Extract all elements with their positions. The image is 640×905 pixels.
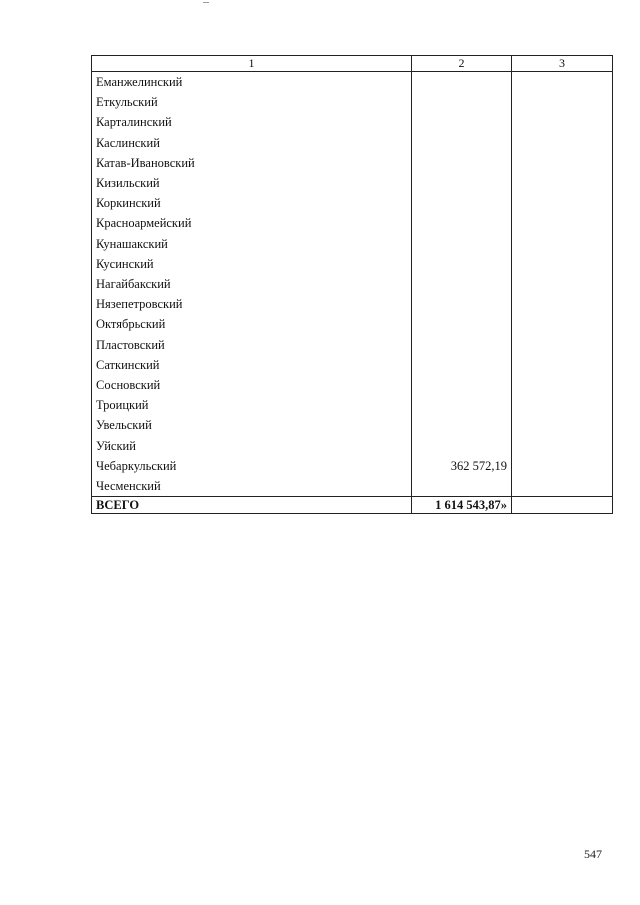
district-name-cell: Кусинский (92, 254, 412, 274)
district-name-cell: Чебаркульский (92, 456, 412, 476)
district-value-cell (412, 92, 512, 112)
district-extra-cell (512, 395, 613, 415)
district-extra-cell (512, 375, 613, 395)
district-value-cell (412, 112, 512, 132)
district-name-cell: Еткульский (92, 92, 412, 112)
column-header-1: 1 (92, 56, 412, 72)
district-name-cell: Сосновский (92, 375, 412, 395)
table-row (92, 456, 613, 476)
district-value-cell (412, 395, 512, 415)
district-value-cell (412, 193, 512, 213)
district-name-cell: Нагайбакский (92, 274, 412, 294)
table-header-row (92, 56, 613, 72)
district-name-cell: Пластовский (92, 335, 412, 355)
district-name-cell: Еманжелинский (92, 72, 412, 93)
district-value-cell (412, 213, 512, 233)
total-label: ВСЕГО (92, 497, 412, 514)
district-name-cell: Нязепетровский (92, 294, 412, 314)
table-row (92, 335, 613, 355)
table-row (92, 294, 613, 314)
district-extra-cell (512, 415, 613, 435)
table-row (92, 112, 613, 132)
district-extra-cell (512, 213, 613, 233)
table-row (92, 476, 613, 497)
district-name-cell: Катав-Ивановский (92, 153, 412, 173)
table-row (92, 415, 613, 435)
district-extra-cell (512, 173, 613, 193)
table-row (92, 92, 613, 112)
table-row (92, 234, 613, 254)
district-value-cell (412, 335, 512, 355)
table-row (92, 72, 613, 93)
table-row (92, 274, 613, 294)
district-extra-cell (512, 193, 613, 213)
total-value: 1 614 543,87» (412, 497, 512, 514)
district-extra-cell (512, 254, 613, 274)
district-value-cell (412, 274, 512, 294)
district-extra-cell (512, 436, 613, 456)
table-body (92, 72, 613, 497)
district-value-cell (412, 254, 512, 274)
district-extra-cell (512, 153, 613, 173)
table-row (92, 213, 613, 233)
district-extra-cell (512, 456, 613, 476)
district-name-cell: Кизильский (92, 173, 412, 193)
district-extra-cell (512, 314, 613, 334)
district-name-cell: Октябрьский (92, 314, 412, 334)
district-value-cell (412, 294, 512, 314)
district-name-cell: Каслинский (92, 133, 412, 153)
district-extra-cell (512, 476, 613, 497)
district-extra-cell (512, 274, 613, 294)
column-header-2: 2 (412, 56, 512, 72)
district-extra-cell (512, 234, 613, 254)
districts-table (91, 55, 613, 514)
district-value-cell (412, 375, 512, 395)
district-value-cell: 362 572,19 (412, 456, 512, 476)
district-name-cell: Красноармейский (92, 213, 412, 233)
district-extra-cell (512, 355, 613, 375)
district-extra-cell (512, 133, 613, 153)
district-value-cell (412, 133, 512, 153)
district-extra-cell (512, 92, 613, 112)
district-extra-cell (512, 72, 613, 93)
district-extra-cell (512, 112, 613, 132)
district-name-cell: Троицкий (92, 395, 412, 415)
district-value-cell (412, 153, 512, 173)
column-header-3: 3 (512, 56, 613, 72)
district-value-cell (412, 72, 512, 93)
table-row (92, 193, 613, 213)
table-row (92, 314, 613, 334)
table-row (92, 375, 613, 395)
district-name-cell: Карталинский (92, 112, 412, 132)
district-name-cell: Саткинский (92, 355, 412, 375)
table-row (92, 133, 613, 153)
total-extra (512, 497, 613, 514)
district-extra-cell (512, 294, 613, 314)
table-row (92, 436, 613, 456)
district-name-cell: Увельский (92, 415, 412, 435)
table-row (92, 153, 613, 173)
district-name-cell: Кунашакский (92, 234, 412, 254)
district-value-cell (412, 436, 512, 456)
table-row (92, 254, 613, 274)
page-number: 547 (584, 847, 602, 861)
district-value-cell (412, 476, 512, 497)
district-name-cell: Чесменский (92, 476, 412, 497)
district-name-cell: Коркинский (92, 193, 412, 213)
district-value-cell (412, 173, 512, 193)
district-value-cell (412, 355, 512, 375)
table-row (92, 355, 613, 375)
district-value-cell (412, 314, 512, 334)
total-row (92, 497, 613, 514)
district-name-cell: Уйский (92, 436, 412, 456)
table-row (92, 173, 613, 193)
district-value-cell (412, 415, 512, 435)
district-value-cell (412, 234, 512, 254)
table-row (92, 395, 613, 415)
district-extra-cell (512, 335, 613, 355)
scan-artifact (203, 2, 209, 3)
